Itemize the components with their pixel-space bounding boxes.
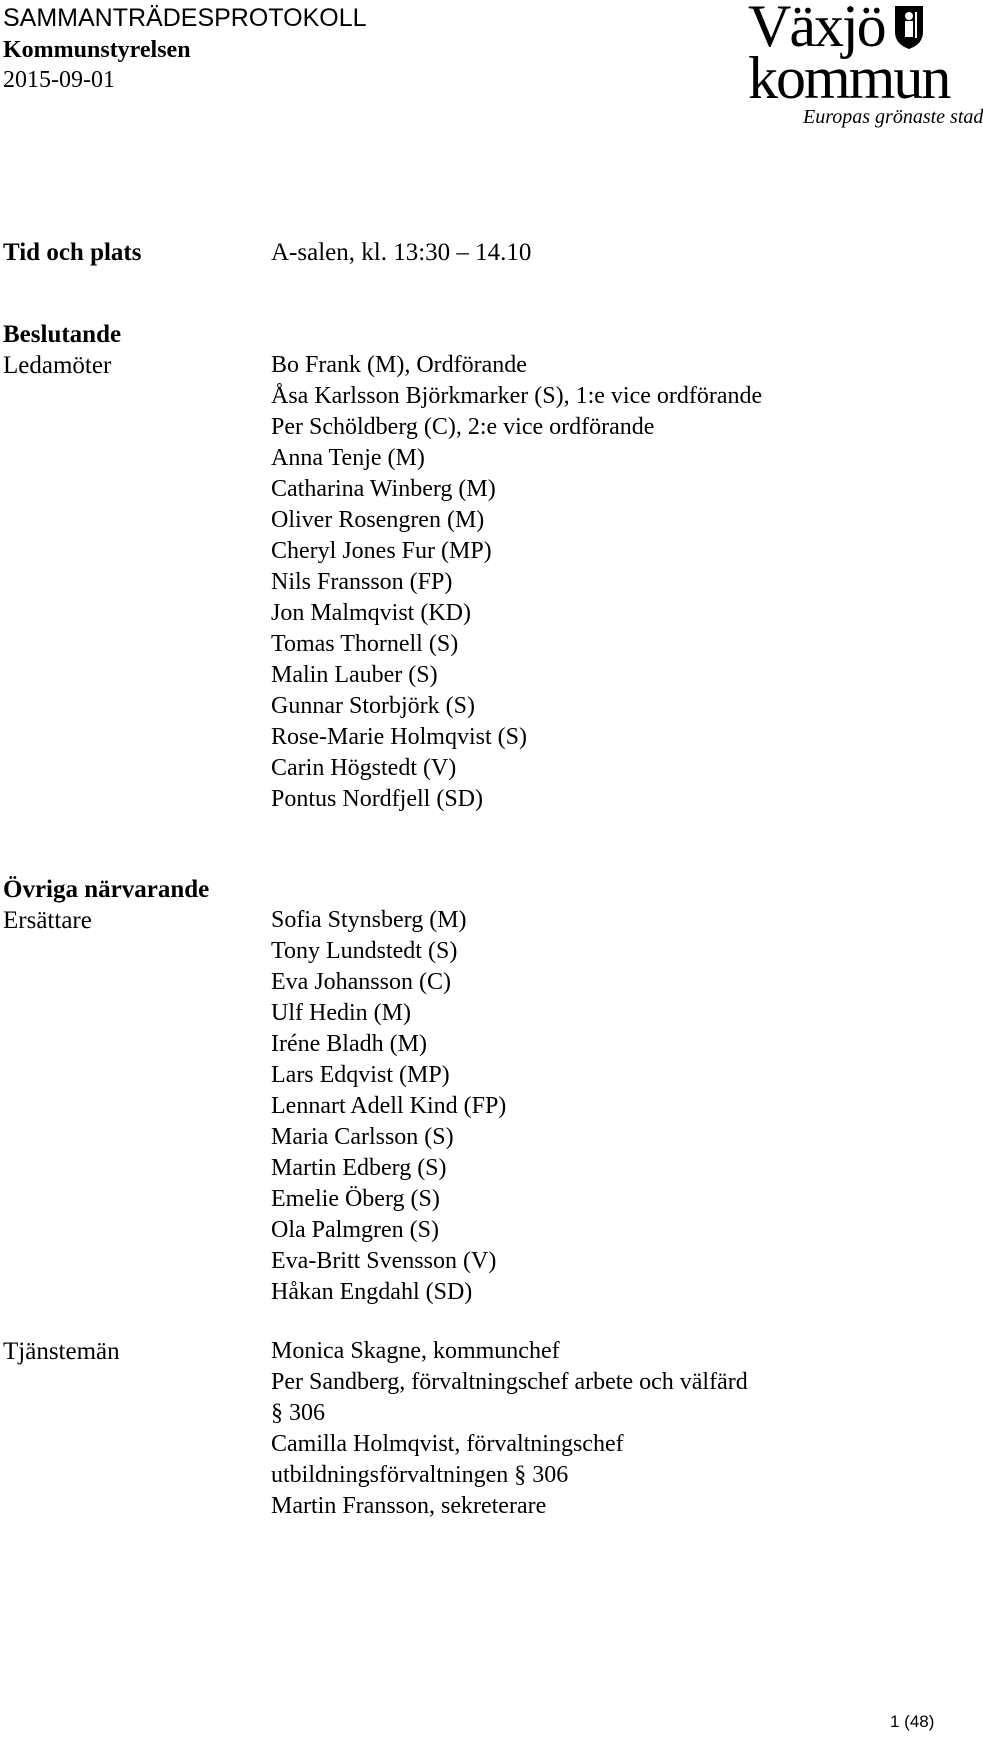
list-item: Per Sandberg, förvaltningschef arbete och välfärd (271, 1369, 748, 1395)
list-item: Maria Carlsson (S) (271, 1124, 454, 1150)
ledamoter-list (271, 350, 762, 815)
list-item: Tomas Thornell (S) (271, 631, 459, 657)
list-item: Monica Skagne, kommunchef (271, 1338, 560, 1364)
list-item: Åsa Karlsson Björkmarker (S), 1:e vice ordförande (271, 383, 763, 409)
list-item: Martin Fransson, sekreterare (271, 1493, 547, 1519)
list-item: Camilla Holmqvist, förvaltningschef (271, 1431, 624, 1457)
document-type-title: SAMMANTRÄDESPROTOKOLL (3, 4, 367, 32)
tjanstemen-label: Tjänstemän (3, 1338, 120, 1365)
list-item: Ulf Hedin (M) (271, 1000, 411, 1026)
list-item: Malin Lauber (S) (271, 662, 438, 688)
list-item: Cheryl Jones Fur (MP) (271, 538, 492, 564)
list-item: Anna Tenje (M) (271, 445, 425, 471)
beslutande-heading: Beslutande (3, 321, 122, 348)
list-item: Tony Lundstedt (S) (271, 938, 458, 964)
organization-name: Kommunstyrelsen (3, 37, 191, 63)
list-item: Catharina Winberg (M) (271, 476, 496, 502)
meeting-date: 2015-09-01 (3, 67, 115, 93)
logo-slogan: Europas grönaste stad (803, 106, 983, 128)
ovriga-heading: Övriga närvarande (3, 876, 210, 903)
list-item: Håkan Engdahl (SD) (271, 1279, 473, 1305)
list-item: Nils Fransson (FP) (271, 569, 453, 595)
list-item: Jon Malmqvist (KD) (271, 600, 471, 626)
list-item: Lennart Adell Kind (FP) (271, 1093, 507, 1119)
page-number: 1 (48) (890, 1712, 935, 1731)
ledamoter-label: Ledamöter (3, 352, 112, 379)
list-item: Sofia Stynsberg (M) (271, 907, 467, 933)
list-item: Lars Edqvist (MP) (271, 1062, 450, 1088)
list-item: Eva Johansson (C) (271, 969, 451, 995)
tjanstemen-list (271, 1336, 748, 1522)
list-item: Bo Frank (M), Ordförande (271, 352, 527, 378)
logo-line-2: kommun (748, 45, 950, 111)
time-place-value: A-salen, kl. 13:30 – 14.10 (271, 239, 532, 266)
list-item: Iréne Bladh (M) (271, 1031, 427, 1057)
time-place-label: Tid och plats (3, 239, 142, 266)
list-item: utbildningsförvaltningen § 306 (271, 1462, 569, 1488)
list-item: Gunnar Storbjörk (S) (271, 693, 475, 719)
list-item: Martin Edberg (S) (271, 1155, 447, 1181)
list-item: Emelie Öberg (S) (271, 1186, 440, 1212)
list-item: Ola Palmgren (S) (271, 1217, 439, 1243)
list-item: Oliver Rosengren (M) (271, 507, 485, 533)
list-item: Eva-Britt Svensson (V) (271, 1248, 497, 1274)
logo-line-1: Växjö (748, 0, 885, 59)
list-item: § 306 (271, 1400, 325, 1426)
list-item: Rose-Marie Holmqvist (S) (271, 724, 527, 750)
ersattare-label: Ersättare (3, 907, 92, 934)
list-item: Carin Högstedt (V) (271, 755, 457, 781)
list-item: Per Schöldberg (C), 2:e vice ordförande (271, 414, 655, 440)
list-item: Pontus Nordfjell (SD) (271, 786, 483, 812)
ersattare-list (271, 905, 506, 1308)
vaxjo-kommun-logo (748, 0, 983, 136)
